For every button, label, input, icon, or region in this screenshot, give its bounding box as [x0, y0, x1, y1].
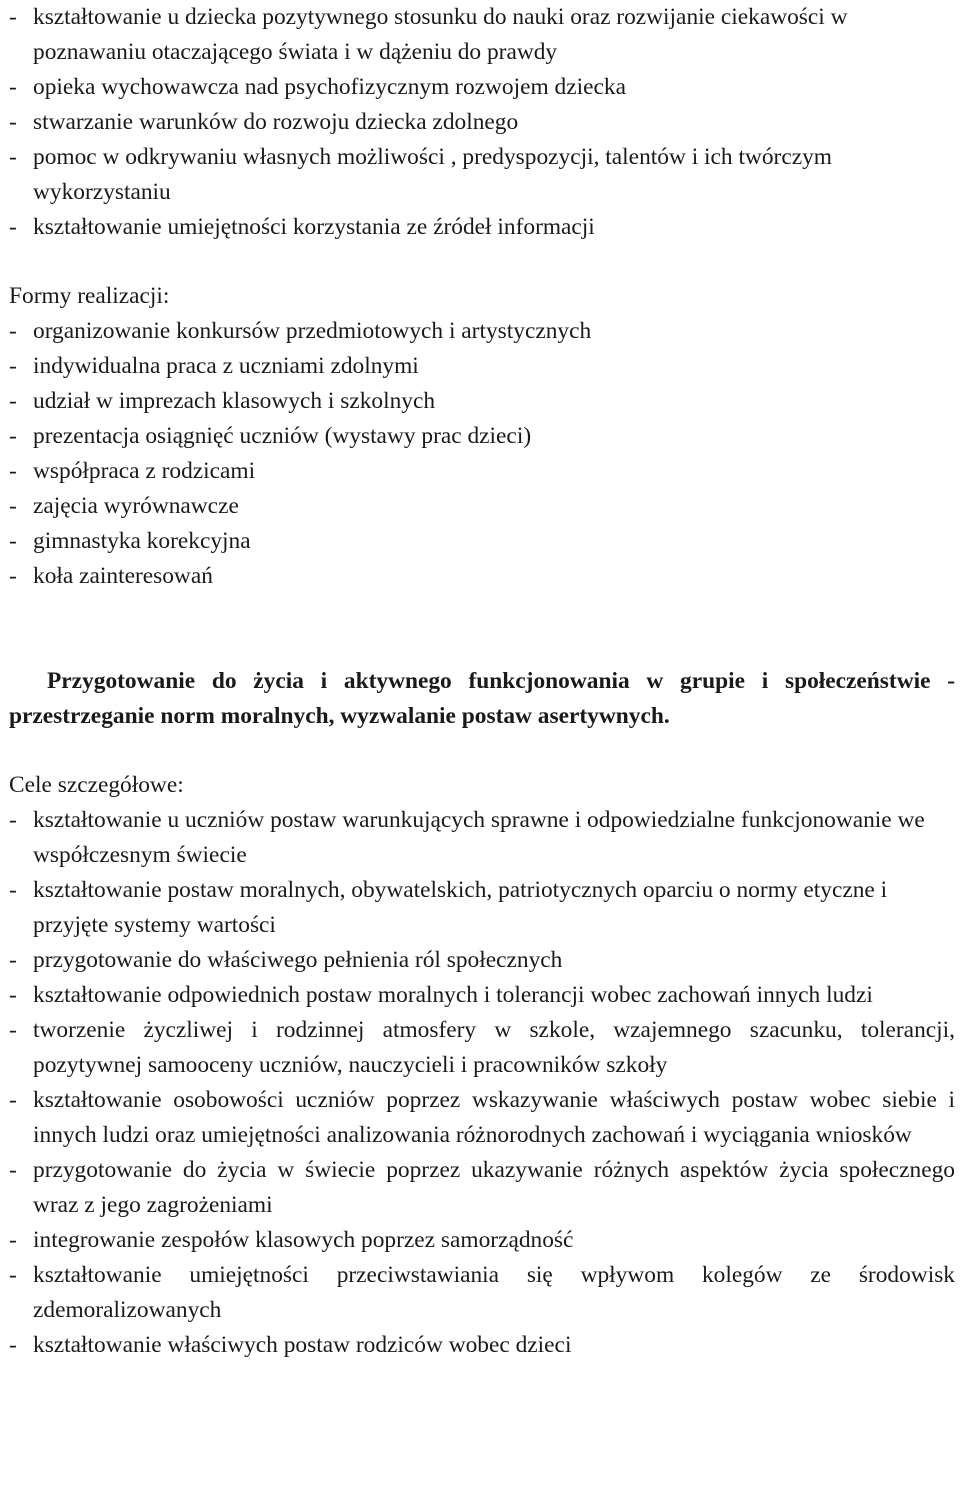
list-item: - kształtowanie właściwych postaw rodziców wobec dzieci: [9, 1332, 572, 1358]
list-item: - kształtowanie u uczniów postaw warunkujących sprawne i odpowiedzialne funkcjonowanie we współczesnym świecie: [9, 807, 925, 868]
goals-label: Cele szczegółowe:: [9, 772, 184, 798]
list-item: - koła zainteresowań: [9, 563, 213, 589]
list-item: - kształtowanie u dziecka pozytywnego stosunku do nauki oraz rozwijanie ciekawości w poznawaniu otaczającego świata i w dążeniu do prawdy: [9, 4, 848, 65]
list-item: - współpraca z rodzicami: [9, 458, 256, 484]
list-item: - tworzenie życzliwej i rodzinnej atmosfery w szkole, wzajemnego szacunku, tolerancji, pozytywnej samooceny uczniów, nauczycieli i pracowników szkoły: [9, 1017, 955, 1078]
list-item: - integrowanie zespołów klasowych poprzez samorządność: [9, 1227, 574, 1253]
forms-label: Formy realizacji:: [9, 283, 170, 309]
list-item: - opieka wychowawcza nad psychofizycznym rozwojem dziecka: [9, 74, 626, 100]
list-item: - przygotowanie do życia w świecie poprzez ukazywanie różnych aspektów życia społecznego wraz z jego zagrożeniami: [9, 1157, 955, 1218]
goals-list: [9, 803, 955, 1363]
list-item: - pomoc w odkrywaniu własnych możliwości , predyspozycji, talentów i ich twórczym wykorzystaniu: [9, 144, 832, 205]
list-item: - kształtowanie umiejętności korzystania ze źródeł informacji: [9, 214, 595, 240]
list-item: - stwarzanie warunków do rozwoju dziecka zdolnego: [9, 109, 519, 135]
list-item: - kształtowanie postaw moralnych, obywatelskich, patriotycznych oparciu o normy etyczne i przyjęte systemy wartości: [9, 877, 888, 938]
list-item: - przygotowanie do właściwego pełnienia ról społecznych: [9, 947, 563, 973]
list-item: - gimnastyka korekcyjna: [9, 528, 251, 554]
list-item: - prezentacja osiągnięć uczniów (wystawy prac dzieci): [9, 423, 532, 449]
list-item: - indywidualna praca z uczniami zdolnymi: [9, 353, 419, 379]
list-item: - udział w imprezach klasowych i szkolnych: [9, 388, 436, 414]
list-item: - kształtowanie osobowości uczniów poprzez wskazywanie właściwych postaw wobec siebie i innych ludzi oraz umiejętności analizowania różnorodnych zachowań i wyciągania wniosków: [9, 1087, 955, 1148]
forms-list: [9, 314, 955, 594]
section1-list: [9, 0, 955, 245]
list-item: - kształtowanie umiejętności przeciwstawiania się wpływom kolegów ze środowisk zdemoralizowanych: [9, 1262, 955, 1323]
section-heading: Przygotowanie do życia i aktywnego funkcjonowania w grupie i społeczeństwie - przestrzeganie norm moralnych, wyzwalanie postaw asertywnych.: [9, 668, 955, 729]
list-item: - organizowanie konkursów przedmiotowych i artystycznych: [9, 318, 592, 344]
list-item: - kształtowanie odpowiednich postaw moralnych i tolerancji wobec zachowań innych ludzi: [9, 982, 873, 1008]
list-item: - zajęcia wyrównawcze: [9, 493, 239, 519]
